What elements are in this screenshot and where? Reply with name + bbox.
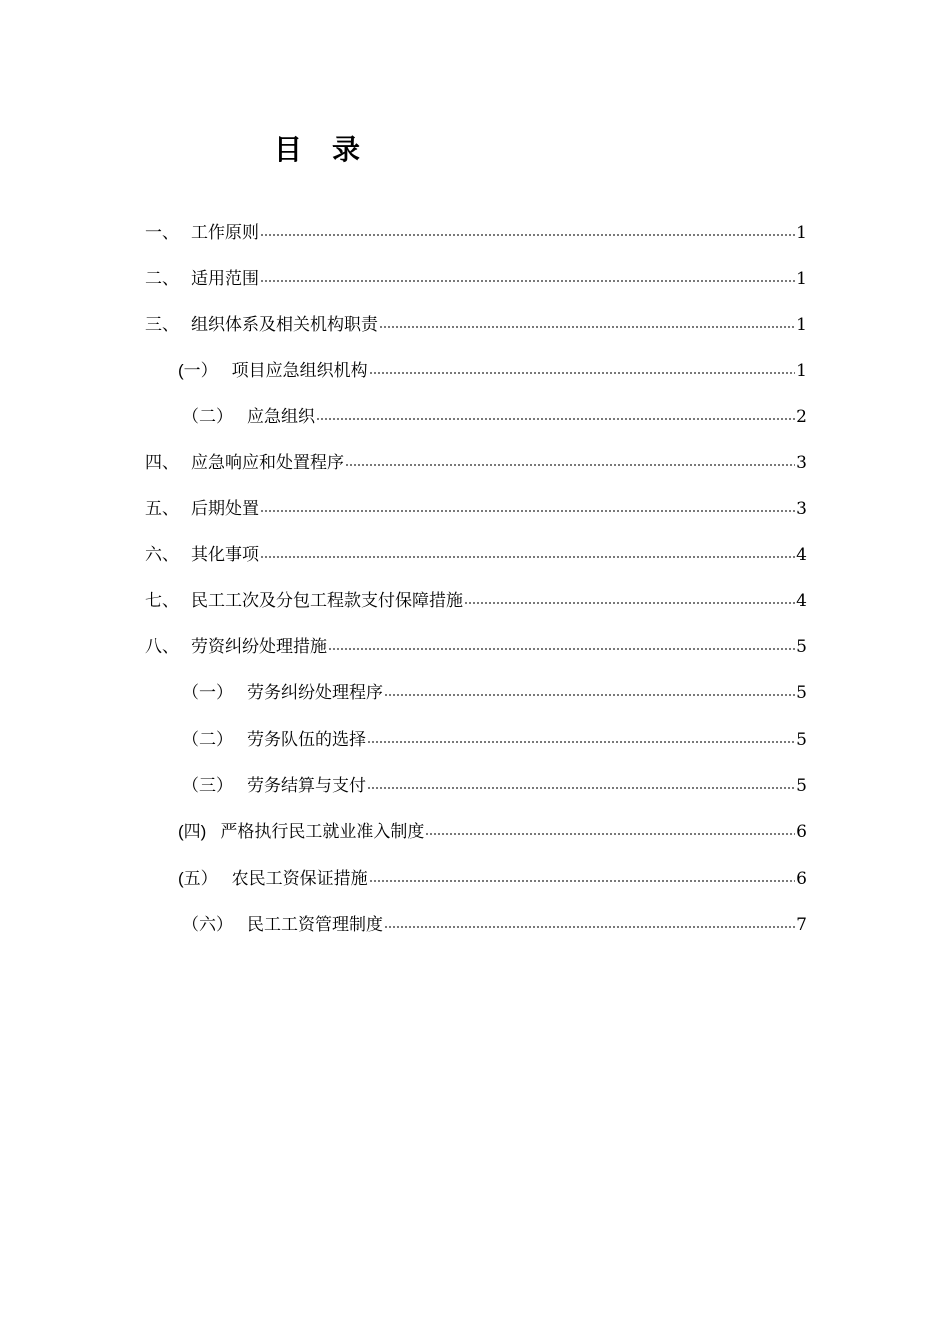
toc-entry-page: 6 — [796, 822, 807, 842]
toc-entry-number: 六、 — [145, 545, 179, 565]
toc-entry-page: 1 — [796, 223, 807, 243]
toc-entry-number: 三、 — [145, 315, 179, 335]
toc-entry-page: 2 — [796, 407, 807, 427]
toc-dot-leader — [367, 786, 795, 790]
toc-entry-number: 五、 — [145, 499, 179, 519]
toc-entry-title: 工作原则 — [191, 223, 259, 243]
toc-entry[interactable] — [145, 267, 807, 291]
toc-entry[interactable] — [145, 635, 807, 659]
toc-dot-leader — [328, 647, 795, 651]
toc-dot-leader — [369, 879, 796, 883]
toc-entry[interactable] — [145, 543, 807, 567]
toc-dot-leader — [367, 740, 795, 744]
toc-entry-page: 5 — [796, 637, 807, 657]
toc-entry-title: 严格执行民工就业准入制度 — [220, 822, 425, 842]
toc-entry-page: 3 — [796, 499, 807, 519]
toc-dot-leader — [384, 925, 795, 929]
toc-entry-number: （二） — [182, 730, 233, 750]
toc-entry-title: 项目应急组织机构 — [231, 361, 368, 381]
toc-entry[interactable] — [182, 728, 807, 752]
toc-entry-title: 组织体系及相关机构职责 — [191, 315, 378, 335]
toc-entry[interactable] — [178, 867, 807, 891]
toc-dot-leader — [425, 832, 795, 836]
toc-title-char: 录 — [332, 133, 363, 166]
toc-entry-page: 5 — [796, 683, 807, 703]
toc-entry[interactable] — [145, 313, 807, 337]
toc-entry-title: 后期处置 — [191, 499, 259, 519]
toc-dot-leader — [384, 693, 795, 697]
toc-entry[interactable] — [182, 405, 807, 429]
toc-entry-title: 劳资纠纷处理措施 — [191, 637, 327, 657]
toc-entry-page: 1 — [796, 269, 807, 289]
toc-entry-page: 5 — [796, 776, 807, 796]
toc-entry[interactable] — [182, 913, 807, 937]
toc-entry[interactable] — [145, 497, 807, 521]
toc-entry-number: （六） — [182, 915, 233, 935]
toc-title-char: 目 — [273, 133, 304, 166]
toc-entry-page: 4 — [796, 545, 807, 565]
toc-entry-page: 6 — [796, 869, 807, 889]
toc-entry-page: 1 — [796, 361, 807, 381]
toc-entry-title: 农民工资保证措施 — [231, 869, 368, 889]
toc-entry[interactable] — [145, 221, 807, 245]
toc-dot-leader — [260, 509, 795, 513]
toc-entry[interactable] — [178, 820, 807, 844]
toc-entry-title: 劳务纠纷处理程序 — [247, 683, 383, 703]
toc-entry[interactable] — [182, 774, 807, 798]
toc-entry-number: 一、 — [145, 223, 179, 243]
toc-entry-number: 七、 — [145, 591, 179, 611]
toc-entry-number: （一） — [182, 683, 233, 703]
toc-entry-number: 四、 — [145, 453, 179, 473]
toc-dot-leader — [260, 233, 795, 237]
toc-entry-title: 劳务队伍的选择 — [247, 730, 366, 750]
toc-entry-title: 应急组织 — [247, 407, 315, 427]
toc-entry-title: 民工工资管理制度 — [247, 915, 383, 935]
toc-dot-leader — [379, 325, 795, 329]
toc-dot-leader — [369, 371, 796, 375]
toc-entry-number: 八、 — [145, 637, 179, 657]
toc-dot-leader — [260, 555, 795, 559]
toc-dot-leader — [316, 417, 795, 421]
toc-entry-title: 适用范围 — [191, 269, 259, 289]
toc-entry-title: 劳务结算与支付 — [247, 776, 366, 796]
toc-entry-page: 3 — [796, 453, 807, 473]
toc-entry[interactable] — [145, 589, 807, 613]
toc-dot-leader — [464, 601, 795, 605]
toc-entry-title: 民工工次及分包工程款支付保障措施 — [191, 591, 463, 611]
toc-entry-number: （三） — [182, 776, 233, 796]
toc-entry-number: (一） — [178, 361, 218, 380]
toc-entry-page: 7 — [796, 915, 807, 935]
toc-entry-title: 其化事项 — [191, 545, 259, 565]
toc-entry-title: 应急响应和处置程序 — [191, 453, 344, 473]
toc-entry-number: （二） — [182, 407, 233, 427]
toc-entry-page: 5 — [796, 730, 807, 750]
toc-entry-number: (五） — [178, 869, 218, 888]
toc-dot-leader — [345, 463, 795, 467]
toc-entry-page: 4 — [796, 591, 807, 611]
toc-title — [0, 128, 636, 168]
toc-dot-leader — [260, 279, 795, 283]
toc-entry-page: 1 — [796, 315, 807, 335]
toc-entry-number: 二、 — [145, 269, 179, 289]
toc-entry[interactable] — [182, 681, 807, 705]
toc-entry-number: (四) — [178, 822, 207, 841]
toc-entry[interactable] — [145, 451, 807, 475]
toc-entry[interactable] — [178, 359, 807, 383]
